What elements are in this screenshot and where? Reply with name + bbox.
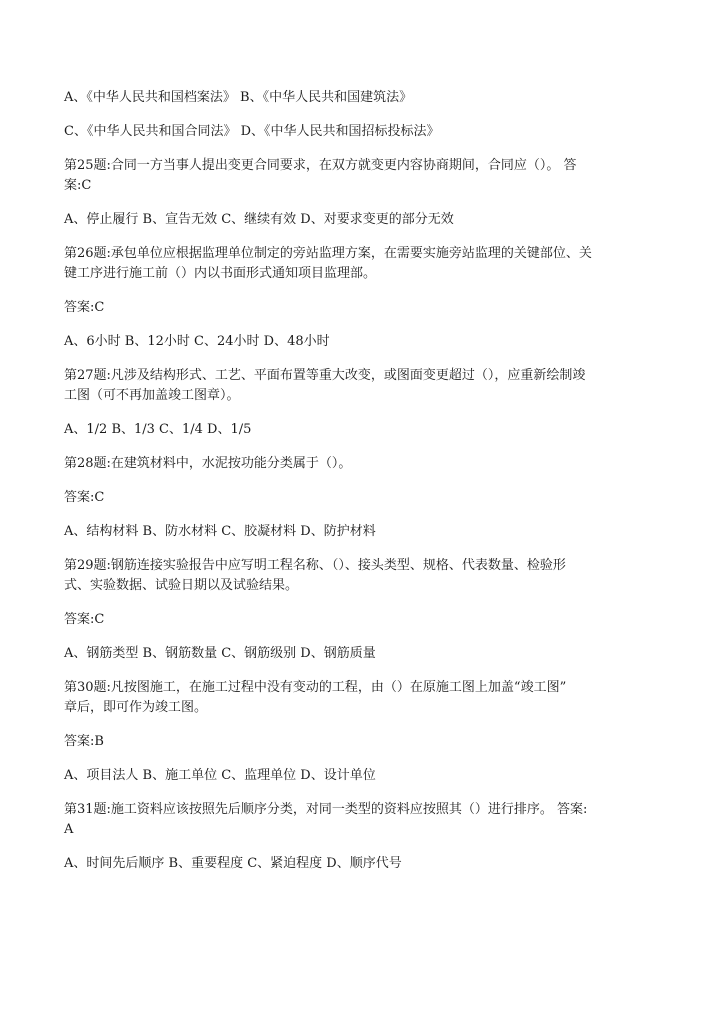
option-line: C、《中华人民共和国合同法》 D、《中华人民共和国招标投标法》 bbox=[64, 124, 440, 139]
question-line: 工图（可不再加盖竣工图章）。 bbox=[64, 388, 240, 403]
option-line: A、1/2 B、1/3 C、1/4 D、1/5 bbox=[64, 422, 252, 437]
answer-line: 答案:C bbox=[64, 300, 105, 315]
question-line: 第31题:施工资料应该按照先后顺序分类，对同一类型的资料应按照其（）进行排序。 答案: bbox=[64, 802, 588, 817]
option-line: A、停止履行 B、宣告无效 C、继续有效 D、对要求变更的部分无效 bbox=[64, 212, 454, 227]
option-line: A、项目法人 B、施工单位 C、监理单位 D、设计单位 bbox=[64, 768, 376, 783]
answer-line: 答案:B bbox=[64, 734, 104, 749]
question-line: 第30题:凡按图施工，在施工过程中没有变动的工程，由（）在原施工图上加盖“竣工图” bbox=[64, 680, 567, 695]
question-line: 案:C bbox=[64, 178, 92, 193]
question-line: A bbox=[64, 822, 74, 837]
option-line: A、6小时 B、12小时 C、24小时 D、48小时 bbox=[64, 334, 330, 349]
option-line: A、《中华人民共和国档案法》 B、《中华人民共和国建筑法》 bbox=[64, 90, 413, 105]
question-line: 第26题:承包单位应根据监理单位制定的旁站监理方案，在需要实施旁站监理的关键部位、关 bbox=[64, 246, 592, 261]
question-line: 第28题:在建筑材料中，水泥按功能分类属于（）。 bbox=[64, 456, 352, 471]
question-line: 键工序进行施工前（）内以书面形式通知项目监理部。 bbox=[64, 266, 377, 281]
answer-line: 答案:C bbox=[64, 490, 105, 505]
question-line: 第25题:合同一方当事人提出变更合同要求，在双方就变更内容协商期间，合同应（）。 答 bbox=[64, 158, 577, 173]
question-line: 第29题:钢筋连接实验报告中应写明工程名称、（）、接头类型、规格、代表数量、检验形 bbox=[64, 558, 566, 573]
question-line: 式、实验数据、试验日期以及试验结果。 bbox=[64, 578, 299, 593]
question-line: 第27题:凡涉及结构形式、工艺、平面布置等重大改变，或图面变更超过（），应重新绘制竣 bbox=[64, 368, 586, 383]
option-line: A、钢筋类型 B、钢筋数量 C、钢筋级别 D、钢筋质量 bbox=[64, 646, 376, 661]
option-line: A、时间先后顺序 B、重要程度 C、紧迫程度 D、顺序代号 bbox=[64, 856, 402, 871]
answer-line: 答案:C bbox=[64, 612, 105, 627]
document-page bbox=[64, 88, 664, 874]
option-line: A、结构材料 B、防水材料 C、胶凝材料 D、防护材料 bbox=[64, 524, 376, 539]
question-line: 章后，即可作为竣工图。 bbox=[64, 700, 208, 715]
